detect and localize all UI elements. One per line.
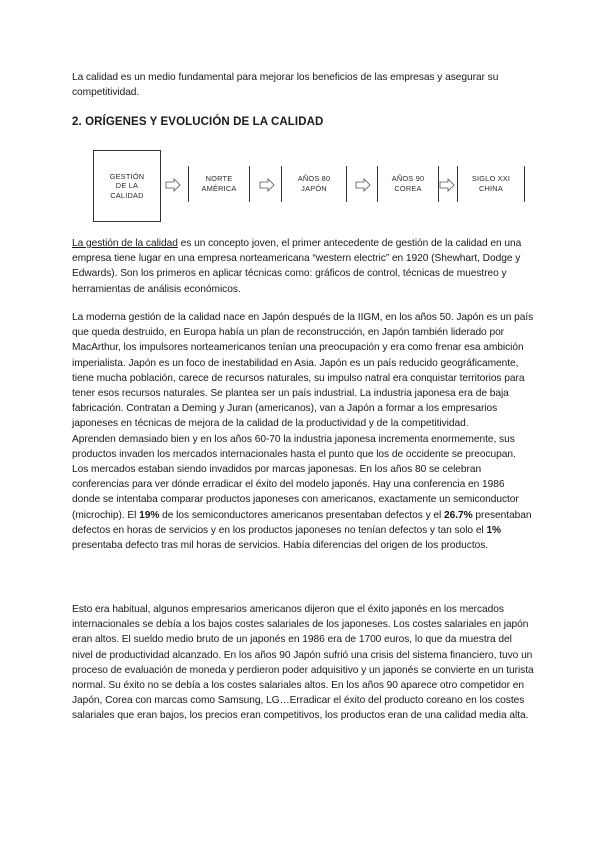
paragraph-text: de los semiconductores americanos presentaban defectos y el — [159, 509, 445, 521]
paragraph-japon — [72, 310, 534, 553]
paragraph-text: presentaba defecto tras mil horas de servicios. Había diferencias del origen de los productos. — [72, 540, 489, 552]
gestion-calidad-link[interactable]: La gestión de la calidad — [72, 238, 178, 249]
timeline-stage-gestion — [93, 150, 161, 222]
paragraph-text: La moderna gestión de la calidad nace en Japón después de la IIGM, en los años 50. Japón es un país que queda destruido, en Europa había un plan de reconstrucción, en Japón también liderado por MacArthur, los impulsores norteamericanos tenían una preocupación y era como frenar esa ambición imperialista. Japón es un foco de inestabilidad en Asia. Japón es un país reducido geográficamente, tiene mucha población, carece de recursos naturales, su impulso natral era conquistar territorios para tener esos recursos naturales. Se plantea ser un país industrial. La industria japonesa era de baja fabricación. Contratan a Deming y Juran (americanos), van a Japón a formar a los empresarios japoneses en técnicas de mejora de la calidad de la productividad y de la competitividad. — [72, 312, 534, 430]
timeline-stage-line: CHINA — [478, 184, 503, 193]
timeline-stage-corea — [377, 166, 439, 202]
paragraph-corea: Esto era habitual, algunos empresarios americanos dijeron que el éxito japonés en los mercados internacionales se debía a los bajos costes salariales de los japoneses. Los costes salariales en japón eran altos. El sueldo medio bruto de un japonés en 1986 era de 1700 euros, lo que da muestra del nivel de productividad alcanzado. En los años 90 Japón sufrió una crisis del sistema financiero, tuvo un proceso de evaluación de moneda y perdieron poder adquisitivo y un japonés se convierte en un turista normal. Su éxito no se debía a los costes salariales altos. En los años 90 aparece otro competidor en Japón, Corea con marcas como Samsung, LG…Erradicar el éxito del producto coreano en los costes salariales que eran bajos, los precios eran competitivos, los productos eran de una calidad media alta. — [72, 604, 534, 722]
arrow-right-icon — [165, 178, 181, 192]
highlight-percentage: 1% — [486, 524, 502, 536]
timeline-stage-line: AÑOS 80 — [297, 174, 331, 184]
timeline-stage-line: GESTIÓN — [109, 171, 145, 181]
intro-paragraph: La calidad es un medio fundamental para mejorar los beneficios de las empresas y asegurar su competitividad. — [72, 72, 499, 99]
paragraph-text: Aprenden demasiado bien y en los años 60-70 la industria japonesa incrementa enormemente, sus productos invaden los mercados internacionales hasta el punto que los de occidente se preocupan. Los mercados estaban siendo invadidos por marcas japonesas. En los años 80 se celebran conferencias para ver dónde erradicar el éxito del modelo japonés. Hay una conferencia en 1986 donde se intentaba comparar productos japoneses con americanos, exactamente un semiconductor (microchip). El — [72, 433, 519, 521]
highlight-percentage: 19% — [139, 509, 160, 521]
timeline-stage-line: CALIDAD — [110, 190, 144, 200]
paragraph-text: es un concepto joven, el primer antecedente de gestión de la calidad en una empresa tiene lugar en una empresa norteamericana “western electric” en 1920 (Shewhart, Dodge y Edwards). Son los primeros en aplicar técnicas como: gráficos de control, técnicas de muestreo y herramientas de análisis económicos. — [72, 238, 522, 295]
timeline-stage-line: AÑOS 90 — [391, 174, 425, 184]
section-heading: 2. ORÍGENES Y EVOLUCIÓN DE LA CALIDAD — [72, 116, 324, 128]
timeline-stage-line: JAPÓN — [301, 184, 327, 193]
paragraph-gestion-calidad — [72, 236, 534, 297]
highlight-percentage: 26.7% — [444, 509, 473, 521]
arrow-right-icon — [355, 178, 371, 192]
arrow-right-icon — [439, 178, 455, 192]
paragraph-text: presentaban defectos en horas de servicios y en los productos japoneses no tenían defectos y tan solo el — [72, 509, 532, 536]
timeline-stage-line: DE LA — [115, 181, 139, 191]
arrow-right-icon — [259, 178, 275, 192]
timeline-stage-line: COREA — [394, 184, 422, 193]
timeline-stage-line: SIGLO XXI — [471, 174, 511, 184]
timeline-stage-china — [457, 166, 525, 202]
timeline-stage-japon — [281, 166, 347, 202]
timeline-stage-line: AMÉRICA — [201, 184, 237, 193]
timeline-stage-norteamerica — [188, 166, 250, 202]
timeline-stage-line: NORTE — [205, 174, 233, 184]
evolution-timeline-diagram — [93, 150, 533, 222]
